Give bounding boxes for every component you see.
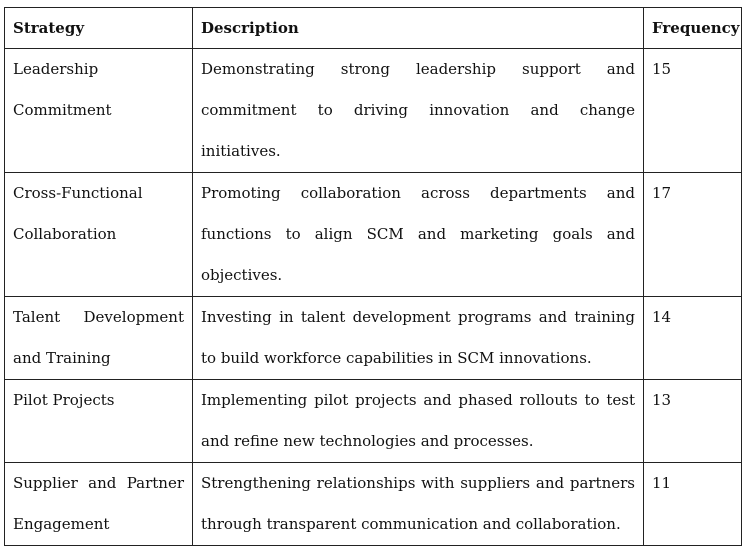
table-header	[5, 8, 742, 49]
frequency-cell: 15	[644, 49, 742, 173]
frequency-cell: 14	[644, 297, 742, 380]
table-body	[5, 49, 742, 546]
description-cell: Promoting collaboration across departments and functions to align SCM and marketing goals and objectives.	[193, 173, 644, 297]
table-row	[5, 173, 742, 297]
description-cell: Demonstrating strong leadership support and commitment to driving innovation and change initiatives.	[193, 49, 644, 173]
strategy-cell: Leadership Commitment	[5, 49, 193, 173]
table-row	[5, 463, 742, 546]
description-cell: Implementing pilot projects and phased rollouts to test and refine new technologies and processes.	[193, 380, 644, 463]
table-row	[5, 297, 742, 380]
table-row	[5, 49, 742, 173]
header-row	[5, 8, 742, 49]
strategy-table-container	[4, 7, 741, 546]
header-frequency: Frequency	[644, 8, 742, 49]
strategy-cell: Talent Development and Training	[5, 297, 193, 380]
strategy-cell: Supplier and Partner Engagement	[5, 463, 193, 546]
frequency-cell: 11	[644, 463, 742, 546]
strategy-cell: Pilot Projects	[5, 380, 193, 463]
description-cell: Investing in talent development programs and training to build workforce capabilities in SCM innovations.	[193, 297, 644, 380]
description-cell: Strengthening relationships with suppliers and partners through transparent communication and collaboration.	[193, 463, 644, 546]
header-description: Description	[193, 8, 644, 49]
strategy-cell: Cross-Functional Collaboration	[5, 173, 193, 297]
strategy-table	[4, 7, 742, 546]
table-row	[5, 380, 742, 463]
frequency-cell: 13	[644, 380, 742, 463]
header-strategy: Strategy	[5, 8, 193, 49]
frequency-cell: 17	[644, 173, 742, 297]
